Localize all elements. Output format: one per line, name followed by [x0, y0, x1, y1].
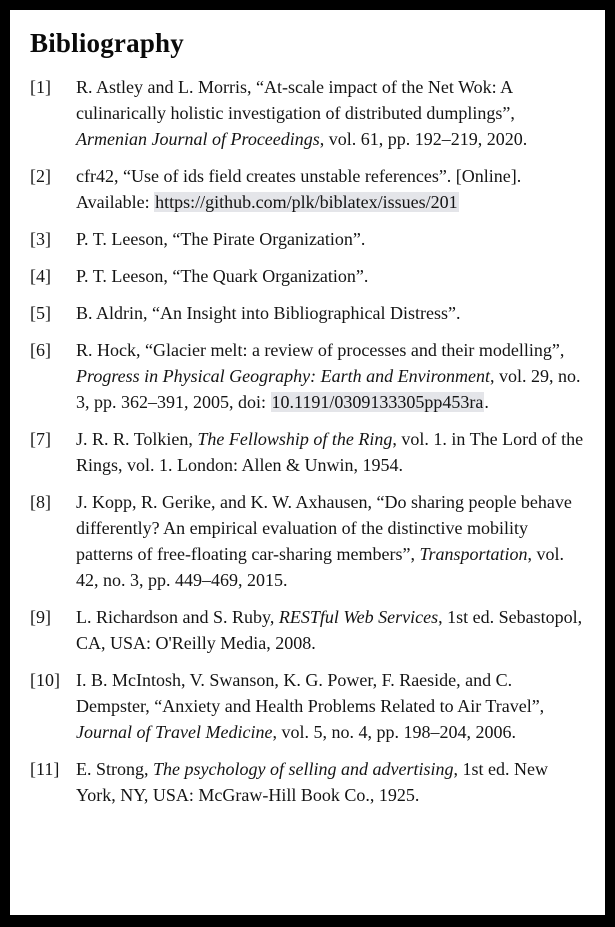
reference-label: [2]	[30, 166, 51, 186]
reference-entry	[30, 426, 589, 478]
reference-text-segment: .	[484, 392, 489, 412]
reference-text-segment: J. R. R. Tolkien,	[76, 429, 198, 449]
reference-text-segment: cfr42, “Use of ids field creates unstable references”. [Online]. Available:	[76, 166, 522, 212]
reference-text	[76, 163, 589, 215]
reference-title-italic: RESTful Web Services	[278, 607, 439, 627]
reference-text-segment: , vol. 61, pp. 192–219, 2020.	[319, 129, 528, 149]
reference-text-segment: , vol. 1. in The Lord of the Rings, vol. 1. London: Allen & Unwin, 1954.	[76, 429, 584, 475]
reference-text	[76, 337, 589, 415]
reference-text	[76, 263, 589, 289]
reference-text	[76, 489, 589, 593]
reference-title-italic: The Fellowship of the Ring	[197, 429, 393, 449]
reference-text-segment: , 1st ed. Sebastopol, CA, USA: O'Reilly Media, 2008.	[76, 607, 583, 653]
reference-label: [10]	[30, 670, 60, 690]
reference-text-segment: J. Kopp, R. Gerike, and K. W. Axhausen, “Do sharing people behave differently? An empirical evaluation of the distinctive mobility patterns of free-floating car-sharing members”,	[76, 492, 572, 564]
reference-text-segment: R. Astley and L. Morris, “At-scale impact of the Net Wok: A culinarically holistic investigation of distributed dumplings”,	[76, 77, 515, 123]
reference-text-segment: , 1st ed. New York, NY, USA: McGraw-Hill Book Co., 1925.	[76, 759, 548, 805]
reference-text	[76, 74, 589, 152]
reference-entry	[30, 756, 589, 808]
reference-link[interactable]: https://github.com/plk/biblatex/issues/201	[155, 192, 458, 212]
reference-text	[76, 604, 589, 656]
reference-title-italic: Transportation	[419, 544, 528, 564]
reference-label: [11]	[30, 759, 60, 779]
reference-text-segment: P. T. Leeson, “The Quark Organization”.	[76, 266, 369, 286]
reference-entry	[30, 226, 589, 252]
reference-text-segment: , vol. 42, no. 3, pp. 449–469, 2015.	[76, 544, 565, 590]
reference-link[interactable]: 10.1191/0309133305pp453ra	[271, 392, 484, 412]
reference-title-italic: Progress in Physical Geography: Earth and Environment	[76, 366, 490, 386]
reference-entry	[30, 74, 589, 152]
reference-text	[76, 756, 589, 808]
reference-text	[76, 300, 589, 326]
reference-list	[30, 74, 589, 808]
reference-label: [7]	[30, 429, 51, 449]
reference-label: [5]	[30, 303, 51, 323]
reference-title-italic: Journal of Travel Medicine	[76, 722, 273, 742]
reference-text	[76, 426, 589, 478]
reference-label: [9]	[30, 607, 51, 627]
reference-entry	[30, 263, 589, 289]
reference-entry	[30, 300, 589, 326]
reference-entry	[30, 667, 589, 745]
reference-text-segment: R. Hock, “Glacier melt: a review of processes and their modelling”,	[76, 340, 565, 360]
reference-entry	[30, 337, 589, 415]
reference-title-italic: Armenian Journal of Proceedings	[76, 129, 320, 149]
reference-title-italic: The psychology of selling and advertising	[153, 759, 454, 779]
reference-text-segment: , vol. 29, no. 3, pp. 362–391, 2005, doi:	[76, 366, 581, 412]
bibliography-page	[10, 10, 605, 915]
reference-text-segment: I. B. McIntosh, V. Swanson, K. G. Power, F. Raeside, and C. Dempster, “Anxiety and Health Problems Related to Air Travel”,	[76, 670, 545, 716]
reference-entry	[30, 489, 589, 593]
reference-text-segment: P. T. Leeson, “The Pirate Organization”.	[76, 229, 366, 249]
reference-text-segment: E. Strong,	[76, 759, 154, 779]
page-title: Bibliography	[30, 28, 184, 58]
reference-entry	[30, 604, 589, 656]
reference-label: [6]	[30, 340, 51, 360]
reference-label: [1]	[30, 77, 51, 97]
reference-text-segment: B. Aldrin, “An Insight into Bibliographical Distress”.	[76, 303, 461, 323]
reference-text-segment: , vol. 5, no. 4, pp. 198–204, 2006.	[272, 722, 516, 742]
reference-label: [3]	[30, 229, 51, 249]
reference-label: [4]	[30, 266, 51, 286]
reference-text-segment: L. Richardson and S. Ruby,	[76, 607, 279, 627]
reference-entry	[30, 163, 589, 215]
reference-text	[76, 226, 589, 252]
reference-text	[76, 667, 589, 745]
reference-label: [8]	[30, 492, 51, 512]
